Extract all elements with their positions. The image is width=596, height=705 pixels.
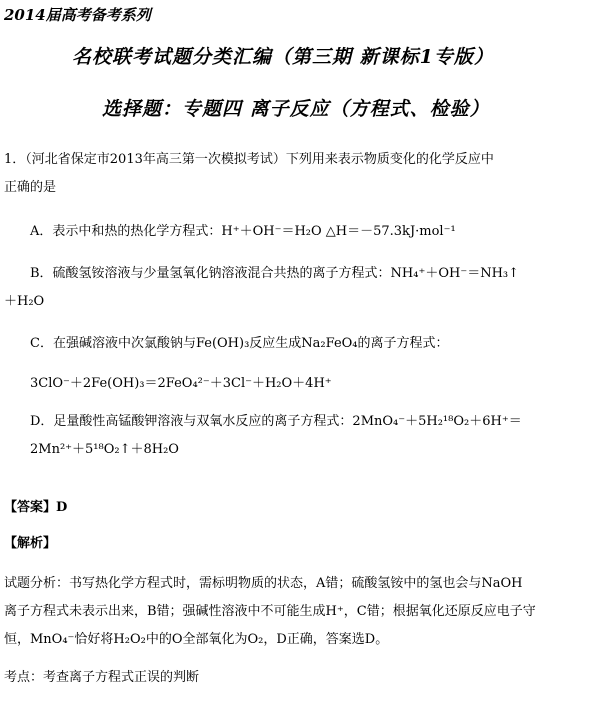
keypoint-text: 考点：考查离子方程式正误的判断 [4,670,200,685]
option-d: D．足量酸性高锰酸钾溶液与双氧水反应的离子方程式：2MnO₄⁻＋5H₂¹⁸O₂＋6H⁺＝ [30,414,522,429]
option-b-continued: ＋H₂O [4,294,45,309]
document-subtitle: 选择题：专题四 离子反应（方程式、检验） [102,98,490,120]
option-c-equation: 3ClO⁻＋2Fe(OH)₃＝2FeO₄²⁻＋3Cl⁻＋H₂O＋4H⁺ [30,376,332,391]
analysis-text: 试题分析：书写热化学方程式时，需标明物质的状态，A错；硫酸氢铵中的氢也会与NaOH [4,576,523,591]
document-title: 名校联考试题分类汇编（第三期 新课标1专版） [72,46,494,68]
option-c: C．在强碱溶液中次氯酸钠与Fe(OH)₃反应生成Na₂FeO₄的离子方程式： [30,336,449,351]
question-intro: 1．（河北省保定市2013年高三第一次模拟考试）下列用来表示物质变化的化学反应中 [4,152,494,167]
series-label: 2014届高考备考系列 [4,6,151,24]
answer-label: 【答案】D [4,500,68,515]
option-b: B．硫酸氢铵溶液与少量氢氧化钠溶液混合共热的离子方程式：NH₄⁺＋OH⁻＝NH₃↑ [30,266,520,281]
analysis-text-continued: 离子方程式未表示出来，B错；强碱性溶液中不可能生成H⁺，C错；根据氧化还原反应电子守 [4,604,536,619]
analysis-text-end: 恒，MnO₄⁻恰好将H₂O₂中的O全部氧化为O₂，D正确，答案选D。 [4,632,389,647]
option-d-continued: 2Mn²⁺＋5¹⁸O₂↑＋8H₂O [30,442,179,457]
analysis-label: 【解析】 [4,536,57,551]
question-intro-continued: 正确的是 [4,180,57,195]
option-a: A．表示中和热的热化学方程式：H⁺＋OH⁻＝H₂O △H＝－57.3kJ·mol⁻¹ [30,224,456,239]
